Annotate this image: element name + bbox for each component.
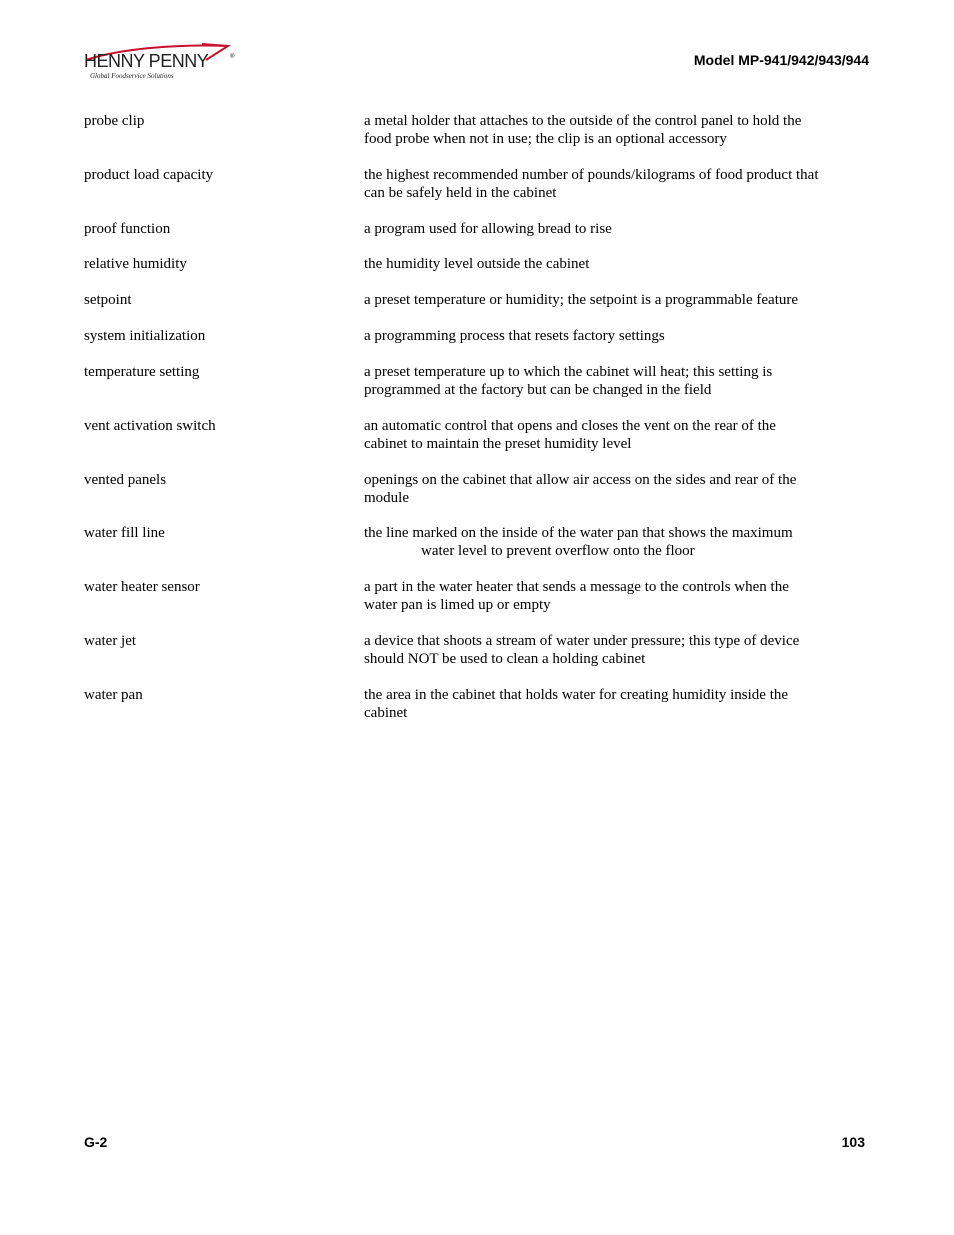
glossary-term: relative humidity xyxy=(84,256,187,272)
definition-line: the line marked on the inside of the water pan that shows the maximum xyxy=(364,525,793,541)
definition-line: the area in the cabinet that holds water for creating humidity inside the xyxy=(364,687,789,703)
glossary-term: water fill line xyxy=(84,525,165,541)
glossary-term: system initialization xyxy=(84,328,206,344)
definition-line: can be safely held in the cabinet xyxy=(364,185,557,201)
model-number: Model MP-941/942/943/944 xyxy=(693,52,869,68)
section-number: G-2 xyxy=(84,1134,108,1150)
glossary-definition xyxy=(364,220,844,238)
glossary-definition xyxy=(364,471,844,507)
definition-line: the highest recommended number of pounds/kilograms of food product that xyxy=(364,167,819,183)
definition-line: cabinet to maintain the preset humidity level xyxy=(364,436,632,452)
definition-line: a metal holder that attaches to the outside of the control panel to hold the xyxy=(364,113,802,129)
glossary-term: product load capacity xyxy=(84,167,214,183)
glossary-definition xyxy=(364,255,844,273)
glossary-definition xyxy=(364,363,844,399)
glossary-term: vented panels xyxy=(84,472,167,488)
glossary-term: setpoint xyxy=(84,292,132,308)
glossary-term: vent activation switch xyxy=(84,418,216,434)
glossary-definition xyxy=(364,112,844,148)
glossary-definition xyxy=(364,166,844,202)
glossary-definition xyxy=(364,578,844,614)
definition-line: a preset temperature up to which the cabinet will heat; this setting is xyxy=(364,364,773,380)
definition-line: a part in the water heater that sends a message to the controls when the xyxy=(364,579,789,595)
definition-line: cabinet xyxy=(364,705,408,721)
glossary-definition xyxy=(364,686,844,722)
glossary-term: proof function xyxy=(84,221,171,237)
glossary-definition xyxy=(364,632,844,668)
glossary-definition xyxy=(364,524,844,560)
glossary-term: water jet xyxy=(84,633,137,649)
definition-line: openings on the cabinet that allow air access on the sides and rear of the xyxy=(364,472,797,488)
definition-line: a device that shoots a stream of water under pressure; this type of device xyxy=(364,633,800,649)
glossary-term: probe clip xyxy=(84,113,145,129)
definition-line: a preset temperature or humidity; the setpoint is a programmable feature xyxy=(364,292,799,308)
definition-line: should NOT be used to clean a holding cabinet xyxy=(364,651,646,667)
henny-penny-logo xyxy=(82,42,238,84)
page-number: 103 xyxy=(841,1134,865,1150)
glossary-definition xyxy=(364,417,844,453)
glossary-term: water heater sensor xyxy=(84,579,200,595)
definition-line: a program used for allowing bread to rise xyxy=(364,221,612,237)
logo-registered-mark: ® xyxy=(230,54,235,60)
definition-line: programmed at the factory but can be changed in the field xyxy=(364,382,712,398)
glossary-definition xyxy=(364,327,844,345)
logo-tagline: Global Foodservice Solutions xyxy=(90,72,174,80)
glossary-definition xyxy=(364,291,844,309)
definition-line: food probe when not in use; the clip is an optional accessory xyxy=(364,131,727,147)
definition-line: the humidity level outside the cabinet xyxy=(364,256,590,272)
glossary-term: water pan xyxy=(84,687,143,703)
glossary-term: temperature setting xyxy=(84,364,200,380)
definition-line: an automatic control that opens and closes the vent on the rear of the xyxy=(364,418,776,434)
definition-line: water pan is limed up or empty xyxy=(364,597,551,613)
definition-line: module xyxy=(364,490,409,506)
definition-line: a programming process that resets factory settings xyxy=(364,328,665,344)
definition-line: water level to prevent overflow onto the floor xyxy=(421,543,695,559)
logo-wordmark: HENNY PENNY xyxy=(84,51,209,71)
